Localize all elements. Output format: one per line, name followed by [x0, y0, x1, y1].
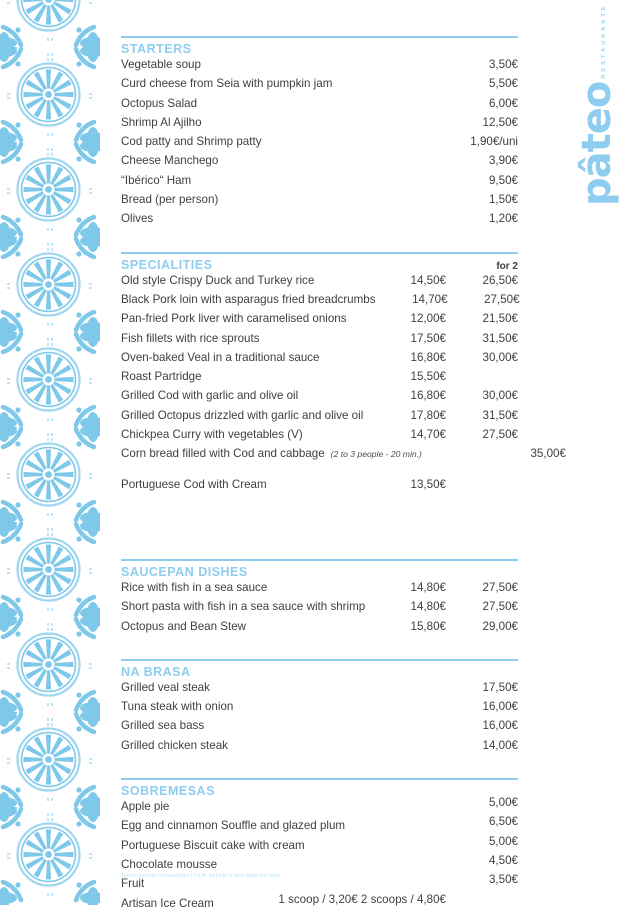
- menu-item-price-for-two: 27,50€: [482, 600, 518, 614]
- menu-item-price-single: 14,80€: [410, 580, 446, 594]
- menu-item-name: [121, 212, 374, 225]
- menu-item-row: [121, 193, 518, 212]
- menu-item-row: [121, 135, 518, 154]
- menu-item-price-for-two: 16,00€: [482, 719, 518, 733]
- menu-item-label: Oven-baked Veal in a traditional sauce: [121, 350, 320, 364]
- menu-item-price-single: 14,50€: [410, 273, 446, 287]
- menu-item-price-for-two: 16,00€: [482, 700, 518, 714]
- menu-item-price-single: 14,70€: [412, 292, 448, 306]
- menu-item-name: [121, 839, 374, 852]
- menu-item-price-for-two: 5,00€: [488, 834, 518, 848]
- menu-item-row: [121, 274, 518, 293]
- menu-item-label: Roast Partridge: [121, 370, 202, 384]
- menu-item-name: [121, 897, 226, 910]
- menu-item-name: [121, 581, 374, 594]
- menu-item-label: Chocolate mousse: [121, 857, 218, 871]
- menu-item-row: [121, 681, 518, 700]
- menu-item-name: [121, 370, 374, 383]
- menu-item-list: [121, 681, 518, 758]
- menu-item-row: [121, 116, 518, 135]
- menu-item-price-single: 17,50€: [410, 331, 446, 345]
- menu-item-name: [121, 739, 374, 752]
- brand-logo: [536, 3, 620, 206]
- menu-item-name: [121, 389, 374, 402]
- menu-item-label: Vegetable soup: [121, 58, 201, 71]
- menu-item-name: [121, 478, 374, 491]
- menu-item-price-for-two: 30,00€: [482, 350, 518, 364]
- menu-item-price-for-two: 4,50€: [488, 853, 518, 867]
- menu-item-label: Grilled Octopus drizzled with garlic and olive oil: [121, 408, 364, 422]
- section-header: [121, 665, 518, 679]
- menu-item-label: Shrimp Al Ajilho: [121, 115, 202, 129]
- menu-item-name: [121, 193, 374, 206]
- menu-item-name: [121, 600, 374, 613]
- menu-item-price-for-two: 31,50€: [482, 408, 518, 422]
- menu-item-price-for-two: 17,50€: [482, 680, 518, 694]
- menu-item-price-for-two: 30,00€: [482, 389, 518, 403]
- menu-item-price-for-two: 6,50€: [488, 815, 518, 829]
- menu-item-name: [121, 332, 374, 345]
- menu-item-label: Corn bread filled with Cod and cabbage: [121, 447, 325, 461]
- menu-item-list: [121, 58, 518, 232]
- brand-name: pâteo: [574, 81, 620, 206]
- menu-item-row: [121, 892, 518, 916]
- section-spacer: [121, 639, 518, 659]
- menu-item-price-for-two: 9,50€: [488, 173, 518, 187]
- menu-item-name: [121, 719, 374, 732]
- menu-item-row: [121, 174, 518, 193]
- menu-item-price-for-two: 27,50€: [482, 428, 518, 442]
- menu-item-label: Cheese Manchego: [121, 154, 219, 168]
- menu-item-list: [121, 796, 518, 916]
- menu-item-name: [121, 800, 374, 813]
- menu-item-price-single: 1 scoop / 3,20€ 2 scoops / 4,80€: [278, 892, 446, 906]
- menu-item-label: Black Pork loin with asparagus fried breadcrumbs: [121, 292, 376, 306]
- menu-item-label: Fish fillets with rice sprouts: [121, 331, 260, 345]
- menu-item-row: [121, 620, 518, 639]
- menu-item-name: [121, 312, 374, 325]
- legal-footnote: Temos livro de reclamações | I.V.A. incluído à taxa legal em vigor: [121, 873, 281, 879]
- section-header: [121, 565, 518, 579]
- menu-section: [121, 659, 518, 758]
- menu-item-price-single: 15,50€: [410, 370, 446, 384]
- menu-item-label: Grilled veal steak: [121, 680, 210, 694]
- brand-subtitle: RESTAURANTE: [601, 3, 607, 79]
- menu-item-name: [121, 681, 374, 694]
- section-title: SAUCEPAN DISHES: [121, 564, 248, 579]
- menu-item-name: [121, 154, 374, 167]
- menu-item-price-for-two: 5,00€: [488, 796, 518, 810]
- menu-item-label: Cod patty and Shrimp patty: [121, 135, 262, 149]
- section-title: NA BRASA: [121, 664, 191, 679]
- menu-item-price-for-two: 26,50€: [482, 273, 518, 287]
- menu-item-price-single: 12,00€: [410, 312, 446, 326]
- menu-item-label: Curd cheese from Seia with pumpkin jam: [121, 77, 333, 91]
- menu-item-label: Rice with fish in a sea sauce: [121, 580, 268, 594]
- menu-item-row: [121, 581, 518, 600]
- menu-item-price-for-two: 3,50€: [488, 873, 518, 887]
- menu-item-row: [121, 58, 518, 77]
- menu-item-label: Egg and cinnamon Souffle and glazed plum: [121, 819, 346, 833]
- menu-item-row: [121, 600, 518, 619]
- menu-item-name: [121, 58, 374, 71]
- menu-item-label: Bread (per person): [121, 193, 219, 207]
- menu-item-name: [121, 274, 374, 287]
- menu-item-label: Portuguese Cod with Cream: [121, 477, 267, 491]
- menu-item-name: [121, 97, 374, 110]
- menu-item-price-for-two: 35,00€: [530, 447, 566, 461]
- menu-item-note: (2 to 3 people - 20 min.): [330, 449, 422, 460]
- menu-item-row: [121, 478, 518, 497]
- menu-item-row: [121, 351, 518, 370]
- menu-item-row: [121, 428, 518, 447]
- menu-item-price-for-two: 31,50€: [482, 331, 518, 345]
- menu-item-price-for-two: 1,90€/uni: [470, 135, 518, 149]
- menu-item-name: [121, 174, 374, 187]
- menu-item-price-single: 14,80€: [410, 600, 446, 614]
- menu-item-label: Artisan Ice Cream: [121, 896, 214, 910]
- section-divider: [121, 252, 518, 254]
- menu-item-price-for-two: 27,50€: [484, 292, 520, 306]
- menu-item-name: [121, 409, 374, 422]
- section-header: [121, 42, 518, 56]
- menu-item-name: [121, 447, 422, 460]
- menu-item-row: [121, 154, 518, 173]
- menu-item-price-for-two: 27,50€: [482, 580, 518, 594]
- menu-item-price-for-two: 21,50€: [482, 312, 518, 326]
- section-spacer: [121, 497, 518, 559]
- menu-item-name: [121, 819, 374, 832]
- menu-section: [121, 559, 518, 639]
- menu-item-row: [121, 97, 518, 116]
- menu-item-price-for-two: 1,50€: [488, 193, 518, 207]
- menu-item-price-for-two: 29,00€: [482, 619, 518, 633]
- menu-item-row: [121, 212, 518, 231]
- menu-item-row: [121, 293, 518, 312]
- menu-item-name: [121, 293, 376, 306]
- price-column-header: for 2: [496, 260, 518, 272]
- menu-item-label: Fruit: [121, 877, 145, 891]
- section-title: SOBREMESAS: [121, 784, 215, 799]
- menu-item-list: [121, 581, 518, 639]
- menu-item-price-single: 15,80€: [410, 619, 446, 633]
- menu-item-name: [121, 116, 374, 129]
- menu-item-label: Grilled Cod with garlic and olive oil: [121, 389, 299, 403]
- menu-item-row: [121, 409, 518, 428]
- menu-item-label: Portuguese Biscuit cake with cream: [121, 838, 305, 852]
- menu-item-price-single: 16,80€: [410, 389, 446, 403]
- menu-item-label: Short pasta with fish in a sea sauce with shrimp: [121, 600, 366, 614]
- menu-item-label: Olives: [121, 212, 154, 226]
- menu-item-row: [121, 739, 518, 758]
- section-spacer: [121, 758, 518, 778]
- menu-item-label: Grilled chicken steak: [121, 738, 228, 752]
- menu-item-price-for-two: 5,50€: [488, 77, 518, 91]
- menu-content: [121, 36, 566, 916]
- menu-item-price-for-two: 3,90€: [488, 154, 518, 168]
- menu-item-label: Octopus and Bean Stew: [121, 619, 247, 633]
- menu-item-row: [121, 719, 518, 738]
- menu-item-list: [121, 273, 566, 497]
- section-title: STARTERS: [121, 42, 192, 56]
- menu-item-name: [121, 700, 374, 713]
- menu-item-name: [121, 877, 374, 890]
- menu-item-label: Chickpea Curry with vegetables (V): [121, 428, 303, 442]
- menu-item-row: [121, 700, 518, 719]
- menu-item-label: Grilled sea bass: [121, 719, 205, 733]
- menu-item-name: [121, 428, 374, 441]
- menu-item-price-single: 16,80€: [410, 350, 446, 364]
- menu-item-name: [121, 77, 374, 90]
- section-divider: [121, 559, 518, 561]
- menu-item-label: Old style Crispy Duck and Turkey rice: [121, 273, 315, 287]
- menu-section: [121, 778, 518, 916]
- menu-item-label: Octopus Salad: [121, 96, 198, 110]
- menu-item-row: [121, 332, 518, 351]
- section-divider: [121, 659, 518, 661]
- menu-item-label: Pan-fried Pork liver with caramelised onions: [121, 312, 347, 326]
- menu-item-row: [121, 447, 566, 466]
- menu-item-name: [121, 351, 374, 364]
- menu-item-price-single: 13,50€: [410, 477, 446, 491]
- menu-item-row: [121, 312, 518, 331]
- section-header: [121, 258, 518, 272]
- menu-item-label: “Ibérico“ Ham: [121, 173, 192, 187]
- section-title: SPECIALITIES: [121, 257, 213, 272]
- menu-item-label: Apple pie: [121, 800, 170, 814]
- menu-item-row: [121, 370, 518, 389]
- menu-item-name: [121, 620, 374, 633]
- menu-item-price-for-two: 14,00€: [482, 738, 518, 752]
- menu-item-name: [121, 135, 374, 148]
- menu-item-price-single: 17,80€: [410, 408, 446, 422]
- menu-item-row: [121, 389, 518, 408]
- menu-item-price-for-two: 3,50€: [488, 58, 518, 71]
- menu-item-price-for-two: 1,20€: [488, 212, 518, 226]
- menu-section: [121, 252, 566, 497]
- section-divider: [121, 36, 518, 38]
- menu-item-price-for-two: 6,00€: [488, 96, 518, 110]
- menu-section: [121, 36, 518, 232]
- section-spacer: [121, 232, 518, 252]
- menu-item-label: Tuna steak with onion: [121, 700, 234, 714]
- menu-item-price-single: 14,70€: [410, 428, 446, 442]
- menu-item-row: [121, 77, 518, 96]
- menu-item-name: [121, 858, 374, 871]
- section-divider: [121, 778, 518, 780]
- azulejo-tile-strip: [0, 0, 100, 905]
- menu-item-price-for-two: 12,50€: [482, 115, 518, 129]
